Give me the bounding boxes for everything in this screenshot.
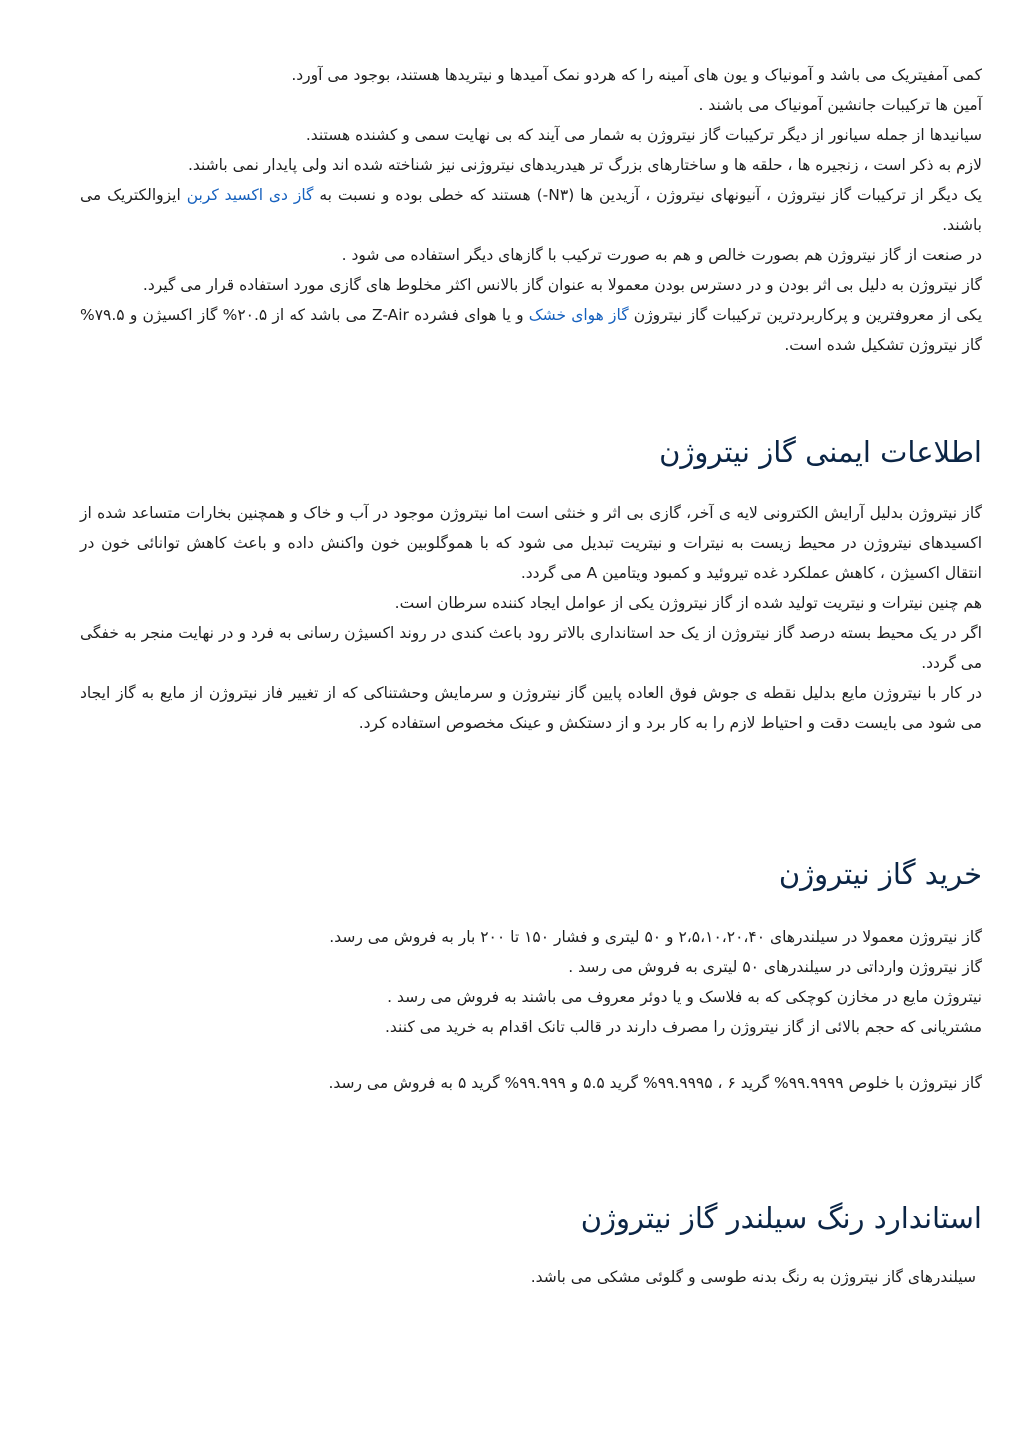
paragraph: گاز نیتروژن بدلیل آرایش الکترونی لایه ی آخر، گازی بی اثر و خنثی است اما نیتروژن موجود در آب و خاک و همچنین بخارات متساعد شده از اکسیدهای نیتروژن در محیط زیست به نیترات و نیتریت تبدیل می شود که با هموگلوبین خون واکنش داده و باعث کاهش توانائی خون در انتقال اکسیژن ، کاهش عملکرد غده تیروئید و کمبود ویتامین A می گردد. [80, 504, 982, 582]
paragraph: گاز نیتروژن وارداتی در سیلندرهای ۵۰ لیتری به فروش می رسد . [568, 958, 982, 976]
paragraph: سیانیدها از جمله سیانور از دیگر ترکیبات گاز نیتروژن به شمار می آیند که بی نهایت سمی و کشنده هستند. [305, 126, 982, 144]
paragraph: گاز نیتروژن با خلوص ۹۹.۹۹۹۹% گرید ۶ ، ۹۹.۹۹۹۵% گرید ۵.۵ و ۹۹.۹۹۹% گرید ۵ به فروش می رسد. [328, 1074, 982, 1092]
safety-section [80, 432, 982, 738]
paragraph: نیتروژن مایع در مخازن کوچکی که به فلاسک و یا دوئر معروف می باشند به فروش می رسد . [387, 988, 982, 1006]
co2-gas-link[interactable]: گاز دی اکسید کربن [186, 186, 314, 204]
paragraph: در کار با نیتروژن مایع بدلیل نقطه ی جوش فوق العاده پایین گاز نیتروژن و سرمایش وحشتناکی که از تغییر فاز نیتروژن از مایع به گاز ایجاد می شود می بایست دقت و احتیاط لازم را به کار برد و از دستکش و عینک مخصوص استفاده کرد. [80, 684, 982, 732]
paragraph [80, 300, 982, 360]
paragraph-text: یک دیگر از ترکیبات گاز نیتروژن ، آنیونهای نیتروژن ، آزیدین ها (N۳-) هستند که خطی بوده و نسبت به [313, 186, 982, 204]
spacer [80, 1042, 982, 1068]
purchase-section [80, 854, 982, 1098]
paragraph: مشتریانی که حجم بالائی از گاز نیتروژن را مصرف دارند در قالب تانک اقدام به خرید می کنند. [384, 1018, 982, 1036]
section-title-cylinder-color: استاندارد رنگ سیلندر گاز نیتروژن [580, 1201, 982, 1235]
section-title-safety: اطلاعات ایمنی گاز نیتروژن [659, 435, 982, 469]
paragraph: اگر در یک محیط بسته درصد گاز نیتروژن از یک حد استانداری بالاتر رود باعث کندی در روند اکسیژن رسانی به فرد و در نهایت منجر به خفگی می گردد. [80, 624, 982, 672]
section-title-purchase: خرید گاز نیتروژن [778, 857, 982, 891]
paragraph: هم چنین نیترات و نیتریت تولید شده از گاز نیتروژن یکی از عوامل ایجاد کننده سرطان است. [394, 594, 982, 612]
paragraph [80, 180, 982, 240]
paragraph: آمین ها ترکیبات جانشین آمونیاک می باشند . [698, 96, 982, 114]
paragraph: لازم به ذکر است ، زنجیره ها ، حلقه ها و ساختارهای بزرگ تر هیدریدهای نیتروژنی نیز شناخته شده اند ولی پایدار نمی باشند. [187, 156, 982, 174]
paragraph-text: ایزوالکتریک می باشند. [80, 186, 982, 234]
paragraph: گاز نیتروژن به دلیل بی اثر بودن و در دسترس بودن معمولا به عنوان گاز بالانس اکثر مخلوط های گازی مورد استفاده قرار می گیرد. [142, 276, 982, 294]
intro-section [80, 60, 982, 360]
paragraph: سیلندرهای گاز نیتروژن به رنگ بدنه طوسی و گلوئی مشکی می باشد. [530, 1268, 976, 1286]
paragraph: کمی آمفیتریک می باشد و آمونیاک و یون های آمینه را که هردو نمک آمیدها و نیتریدها هستند، بوجود می آورد. [291, 66, 982, 84]
cylinder-color-section [80, 1198, 982, 1292]
paragraph-text: یکی از معروفترین و پرکاربردترین ترکیبات گاز نیتروژن [628, 306, 983, 324]
paragraph: گاز نیتروژن معمولا در سیلندرهای ۲،۵،۱۰،۲۰،۴۰ و ۵۰ لیتری و فشار ۱۵۰ تا ۲۰۰ بار به فروش می رسد. [329, 928, 982, 946]
dry-air-gas-link[interactable]: گاز هوای خشک [528, 306, 629, 324]
paragraph: در صنعت از گاز نیتروژن هم بصورت خالص و هم به صورت ترکیب با گازهای دیگر استفاده می شود . [341, 246, 982, 264]
paragraph-text: و یا هوای فشرده Z-Air می باشد که از ۲۰.۵% گاز اکسیژن و ۷۹.۵% گاز نیتروژن تشکیل شده است. [80, 306, 982, 354]
